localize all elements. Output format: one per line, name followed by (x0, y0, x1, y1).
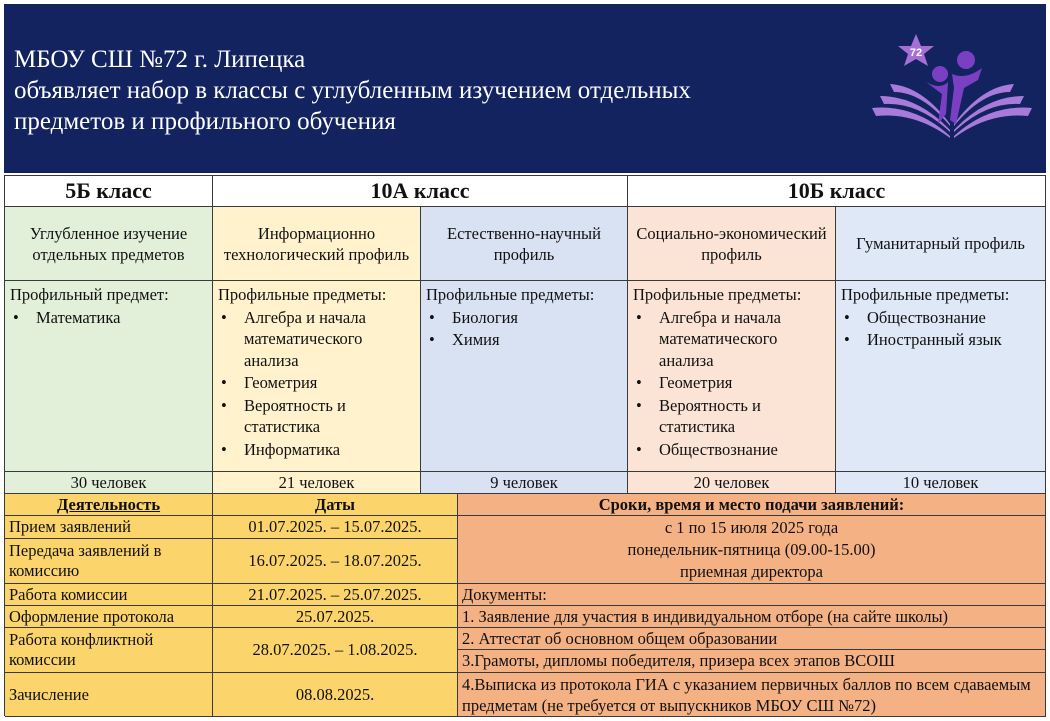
dates-0: 01.07.2025. – 15.07.2025. (213, 516, 458, 539)
admissions-table (4, 175, 1046, 716)
subjects-cell-0 (5, 281, 213, 472)
class-header-10b: 10Б класс (628, 176, 1046, 207)
subjects-cell-2 (421, 281, 628, 472)
header-banner (4, 4, 1046, 173)
profile-name-2: Естественно-научный профиль (421, 207, 628, 281)
col-terms-header: Сроки, время и место подачи заявлений: (458, 494, 1046, 516)
subject-item: • Математика (13, 307, 121, 327)
subjects-title: Профильный предмет: (10, 285, 169, 304)
subject-item: • Химия (429, 330, 500, 349)
subjects-cell-4 (836, 281, 1046, 472)
class-header-10a: 10А класс (213, 176, 628, 207)
subject-item: • Обществознание (844, 307, 986, 327)
dates-2: 21.07.2025. – 25.07.2025. (213, 584, 458, 606)
school-logo (870, 24, 1035, 147)
subject-item: • Алгебра и начала математического анализа (221, 307, 366, 370)
logo-number: 72 (909, 47, 923, 59)
col-activity-header: Деятельность (5, 494, 213, 516)
subject-item: • Вероятность и статистика (221, 395, 346, 436)
terms-line-1: с 1 по 15 июля 2025 года (664, 517, 839, 537)
subject-item: • Геометрия (636, 373, 733, 392)
subjects-title: Профильные предметы: (841, 285, 1010, 304)
count-1: 21 человек (213, 472, 421, 494)
dates-3: 25.07.2025. (213, 606, 458, 628)
subject-item: • Вероятность и статистика (636, 395, 761, 436)
activity-5: Зачисление (5, 673, 213, 717)
subject-item: • Информатика (221, 439, 341, 459)
activity-4: Работа конфликтной комиссии (5, 628, 213, 673)
document-item-2: 2. Аттестат об основном общем образовании (458, 628, 1046, 650)
dates-1: 16.07.2025. – 18.07.2025. (213, 539, 458, 584)
dates-5: 08.08.2025. (213, 673, 458, 717)
document-item-4: 4.Выписка из протокола ГИА с указанием первичных баллов по всем сдаваемым предметам (не требуется от выпускников МБОУ СШ №72) (458, 673, 1046, 717)
profile-name-0: Углубленное изучение отдельных предметов (5, 207, 213, 281)
documents-title: Документы: (458, 584, 1046, 606)
count-2: 9 человек (421, 472, 628, 494)
count-3: 20 человек (628, 472, 836, 494)
subjects-title: Профильные предметы: (218, 285, 387, 304)
subject-item: • Обществознание (636, 439, 778, 459)
title-line-3: предметов и профильного обучения (14, 108, 396, 135)
col-dates-header: Даты (213, 494, 458, 516)
terms-cell (458, 516, 1046, 584)
class-header-5b: 5Б класс (5, 176, 213, 207)
document-item-1: 1. Заявление для участия в индивидуальном отборе (на сайте школы) (458, 606, 1046, 628)
activity-1: Передача заявлений в комиссию (5, 539, 213, 584)
count-0: 30 человек (5, 472, 213, 494)
profile-name-4: Гуманитарный профиль (836, 207, 1046, 281)
terms-line-3: приемная директора (680, 561, 823, 581)
count-4: 10 человек (836, 472, 1046, 494)
subjects-cell-1 (213, 281, 421, 472)
title-line-1: МБОУ СШ №72 г. Липецка (14, 46, 306, 73)
subjects-title: Профильные предметы: (633, 285, 802, 304)
activity-0: Прием заявлений (5, 516, 213, 539)
subject-item: • Биология (429, 307, 519, 327)
subject-item: • Иностранный язык (844, 330, 1002, 349)
activity-2: Работа комиссии (5, 584, 213, 606)
profile-name-1: Информационно технологический профиль (213, 207, 421, 281)
subjects-title: Профильные предметы: (426, 285, 595, 304)
profile-name-3: Социально-экономический профиль (628, 207, 836, 281)
subjects-cell-3 (628, 281, 836, 472)
activity-3: Оформление протокола (5, 606, 213, 628)
subject-item: • Алгебра и начала математического анализа (636, 307, 781, 370)
subject-item: • Геометрия (221, 373, 318, 392)
terms-line-2: понедельник-пятница (09.00-15.00) (627, 539, 876, 559)
dates-4: 28.07.2025. – 1.08.2025. (213, 628, 458, 673)
document-item-3: 3.Грамоты, дипломы победителя, призера всех этапов ВСОШ (458, 650, 1046, 673)
page-title (14, 44, 691, 137)
title-line-2: объявляет набор в классы с углубленным изучением отдельных (14, 77, 691, 104)
